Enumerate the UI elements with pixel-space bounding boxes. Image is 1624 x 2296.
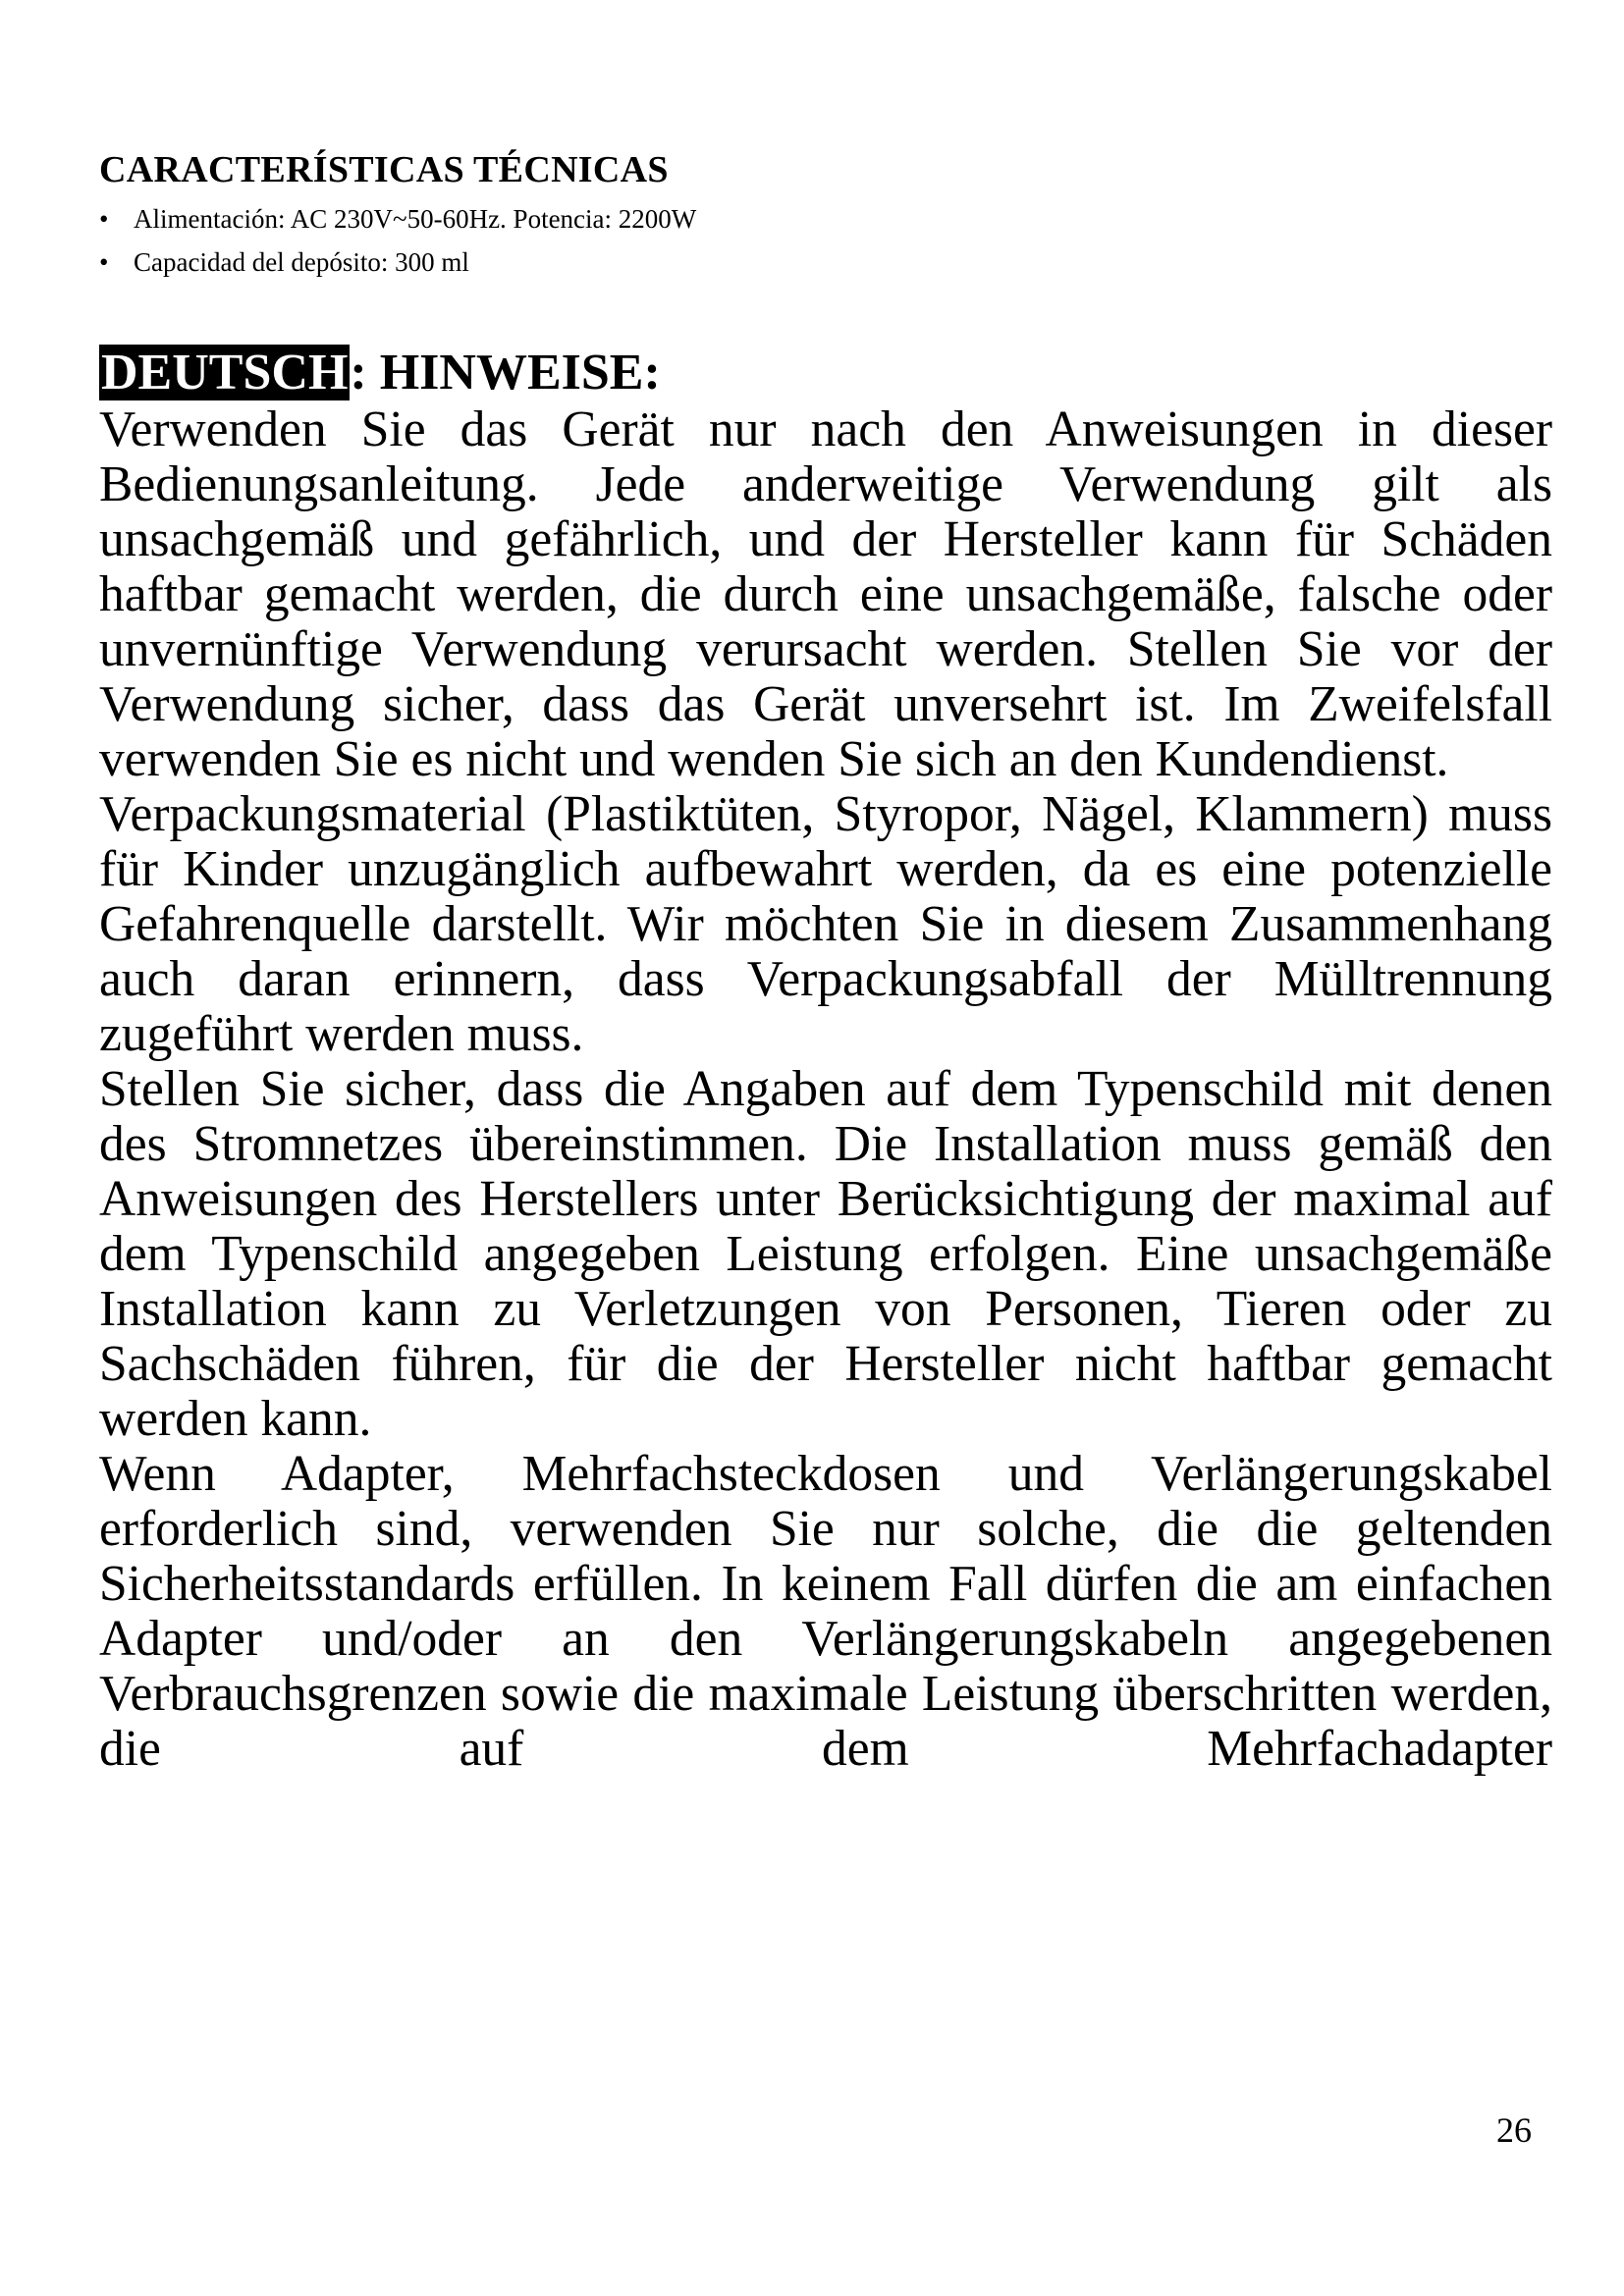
- specs-list: [99, 200, 1552, 281]
- paragraph-packaging: Verpackungsmaterial (Plastiktüten, Styropor, Nägel, Klammern) muss für Kinder unzugänglich aufbewahrt werden, da es eine potenzielle Gefahrenquelle darstellt. Wir möchten Sie in diesem Zusammenhang auch daran erinnern, dass Verpackungsabfall der Mülltrennung zugeführt werden muss.: [99, 786, 1552, 1062]
- section-heading-deutsch: [99, 344, 1552, 402]
- paragraph-usage: Verwenden Sie das Gerät nur nach den Anweisungen in dieser Bedienungsanleitung. Jede anderweitige Verwendung gilt als unsachgemäß und gefährlich, und der Hersteller kann für Schäden haftbar gemacht werden, die durch eine unsachgemäße, falsche oder unvernünftige Verwendung verursacht werden. Stellen Sie vor der Verwendung sicher, dass das Gerät unversehrt ist. Im Zweifelsfall verwenden Sie es nicht und wenden Sie sich an den Kundendienst.: [99, 401, 1552, 787]
- spec-item-capacity: [99, 243, 1552, 281]
- section-body: [99, 402, 1552, 1777]
- paragraph-installation: Stellen Sie sicher, dass die Angaben auf dem Typenschild mit denen des Stromnetzes übereinstimmen. Die Installation muss gemäß den Anweisungen des Herstellers unter Berücksichtigung der maximal auf dem Typenschild angegeben Leistung erfolgen. Eine unsachgemäße Installation kann zu Verletzungen von Personen, Tieren oder zu Sachschäden führen, für die der Hersteller nicht haftbar gemacht werden kann.: [99, 1061, 1552, 1447]
- spec-item-power: [99, 200, 1552, 238]
- spec-item-text: Capacidad del depósito: 300 ml: [134, 247, 469, 277]
- bullet-icon: •: [99, 247, 109, 277]
- paragraph-adapters: Wenn Adapter, Mehrfachsteckdosen und Verlängerungskabel erforderlich sind, verwenden Sie nur solche, die die geltenden Sicherheitsstandards erfüllen. In keinem Fall dürfen die am einfachen Adapter und/oder an den Verlängerungskabeln angegebenen Verbrauchsgrenzen sowie die maximale Leistung überschritten werden, die auf dem Mehrfachadapter: [99, 1446, 1552, 1777]
- spec-item-text: Alimentación: AC 230V~50-60Hz. Potencia: 2200W: [134, 204, 697, 234]
- specs-title: CARACTERÍSTICAS TÉCNICAS: [99, 149, 669, 190]
- document-page: [99, 147, 1552, 1777]
- page-number: 26: [1496, 2110, 1532, 2150]
- language-tag: DEUTSCH: [101, 345, 349, 400]
- section-heading-text: : HINWEISE:: [350, 345, 661, 400]
- bullet-icon: •: [99, 204, 109, 234]
